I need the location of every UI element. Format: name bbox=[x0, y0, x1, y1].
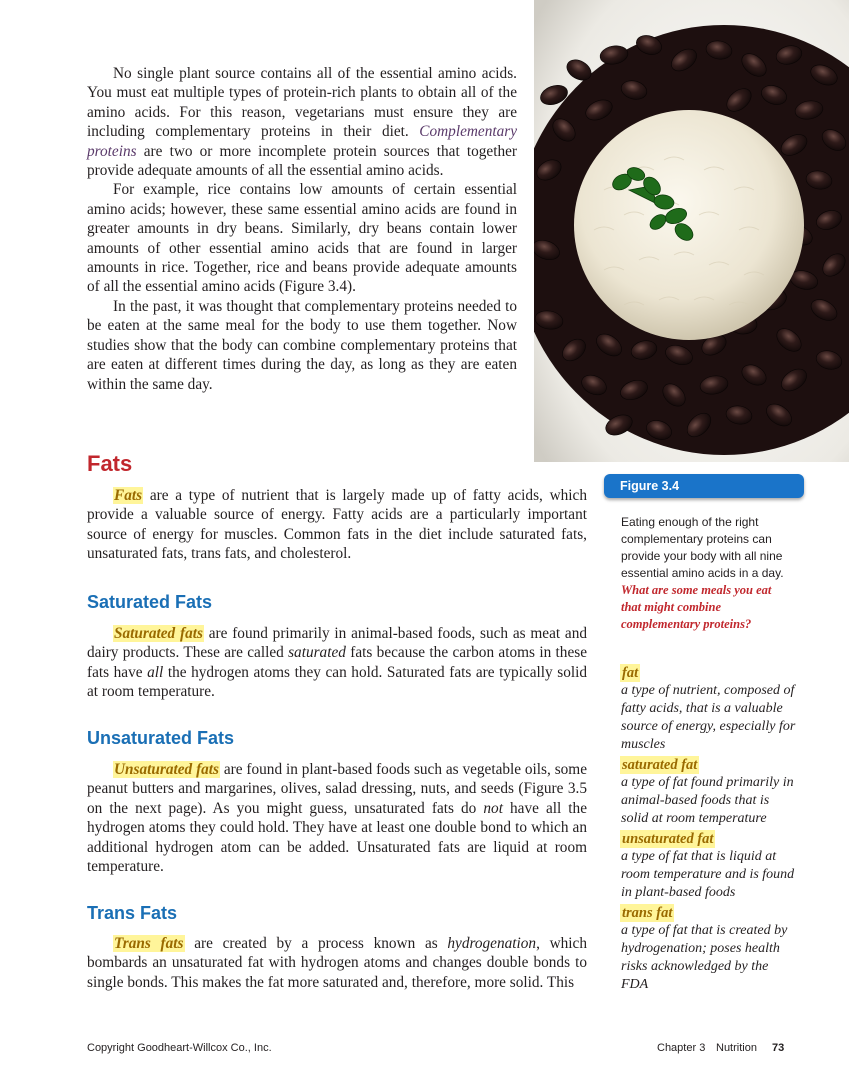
fats-paragraph: Fats are a type of nutrient that is largely made up of fatty acids, which provide a valuable source of energy. Fatty acids are a particularly important source of energy for muscles. Common fats in the diet include saturated fats, unsaturated fats, trans fats, and cholesterol. bbox=[87, 487, 587, 563]
complementary-proteins-term: Complementary proteins bbox=[87, 123, 517, 160]
glossary-term: saturated fat bbox=[622, 757, 698, 773]
glossary-term: unsaturated fat bbox=[622, 831, 714, 847]
page-number: 73 bbox=[772, 1042, 785, 1054]
glossary-entry bbox=[621, 664, 796, 754]
trans-fats-paragraph: Trans fats are created by a process known as hydrogenation, which bombards an unsaturated fat with hydrogen atoms and changes double bonds to single bonds. This makes the fat more saturated and, therefore, more solid. This bbox=[87, 935, 587, 991]
trans-fats-section bbox=[87, 934, 587, 992]
intro-paragraph-2: For example, rice contains low amounts of certain essential amino acids; however, these same essential amino acids are found in greater amounts in dry beans. Similarly, dry beans contain lower amounts of other essential amino acids that are found in larger amounts in rice. Together, rice and beans provide adequate amounts of all the essential amino acids (Figure 3.4). bbox=[87, 181, 517, 296]
copyright-footer: Copyright Goodheart-Willcox Co., Inc. bbox=[87, 1042, 272, 1054]
glossary-entry bbox=[621, 830, 796, 902]
intro-paragraph-3: In the past, it was thought that complementary proteins needed to be eaten at the same meal for the body to use them together. Now studies show that the body can combine complementary proteins that are eaten at different times during the day, as long as they are eaten within the same day. bbox=[87, 297, 517, 393]
glossary-definition: a type of fat that is created by hydrogenation; poses health risks acknowledged by the FDA bbox=[621, 923, 788, 992]
figure-label: Figure 3.4 bbox=[604, 474, 804, 498]
glossary-entry bbox=[621, 756, 796, 828]
unsaturated-fats-paragraph: Unsaturated fats are found in plant-based foods such as vegetable oils, some peanut butters and margarines, olives, salad dressing, nuts, and seeds (Figure 3.5 on the next page). As you might guess, unsaturated fats do not have all the hydrogen atoms they could hold. They have at least one double bond to which an additional hydrogen atom can be added. Unsaturated fats are liquid at room temperature. bbox=[87, 761, 588, 876]
intro-paragraph-1: No single plant source contains all of the essential amino acids. You must eat multiple types of protein-rich plants to obtain all of the amino acids. For this reason, vegetarians must ensure they are including complementary proteins in their diet. Complementary proteins are two or more incomplete protein sources that together provide adequate amounts of all the essential amino acids. bbox=[87, 65, 517, 180]
glossary-term: trans fat bbox=[622, 905, 673, 921]
glossary-entry bbox=[621, 904, 796, 994]
glossary-term: fat bbox=[622, 665, 639, 681]
chapter-label: Chapter 3 bbox=[657, 1042, 706, 1054]
rice-and-beans-photo bbox=[534, 0, 849, 462]
glossary bbox=[621, 664, 796, 996]
saturated-fats-heading: Saturated Fats bbox=[87, 592, 213, 612]
section-label: Nutrition bbox=[716, 1042, 757, 1054]
figure-question: What are some meals you eat that might combine complementary proteins? bbox=[621, 583, 772, 631]
unsaturated-fats-keyword: Unsaturated fats bbox=[114, 761, 220, 778]
saturated-fats-section bbox=[87, 624, 587, 702]
fats-keyword: Fats bbox=[114, 487, 143, 504]
trans-fats-keyword: Trans fats bbox=[114, 935, 184, 952]
rice-and-beans-illustration bbox=[534, 0, 849, 462]
glossary-definition: a type of nutrient, composed of fatty acids, that is a valuable source of energy, especially for muscles bbox=[621, 683, 796, 752]
figure-caption: Eating enough of the right complementary proteins can provide your body with all nine essential amino acids in a day. What are some meals you eat that might combine complementary proteins? bbox=[621, 515, 784, 631]
unsaturated-fats-heading: Unsaturated Fats bbox=[87, 728, 235, 748]
fats-heading: Fats bbox=[87, 451, 133, 476]
intro-text bbox=[87, 64, 517, 394]
saturated-fats-paragraph: Saturated fats are found primarily in animal-based foods, such as meat and dairy products. These are called saturated fats because the carbon atoms in these fats have all the hydrogen atoms they can hold. Saturated fats are typically solid at room temperature. bbox=[87, 625, 587, 701]
glossary-definition: a type of fat found primarily in animal-based foods that is solid at room temperature bbox=[621, 775, 794, 826]
glossary-definition: a type of fat that is liquid at room temperature and is found in plant-based foods bbox=[621, 849, 795, 900]
fats-section bbox=[87, 486, 587, 564]
trans-fats-heading: Trans Fats bbox=[87, 903, 178, 923]
unsaturated-fats-section bbox=[87, 760, 587, 876]
saturated-fats-keyword: Saturated fats bbox=[114, 625, 203, 642]
